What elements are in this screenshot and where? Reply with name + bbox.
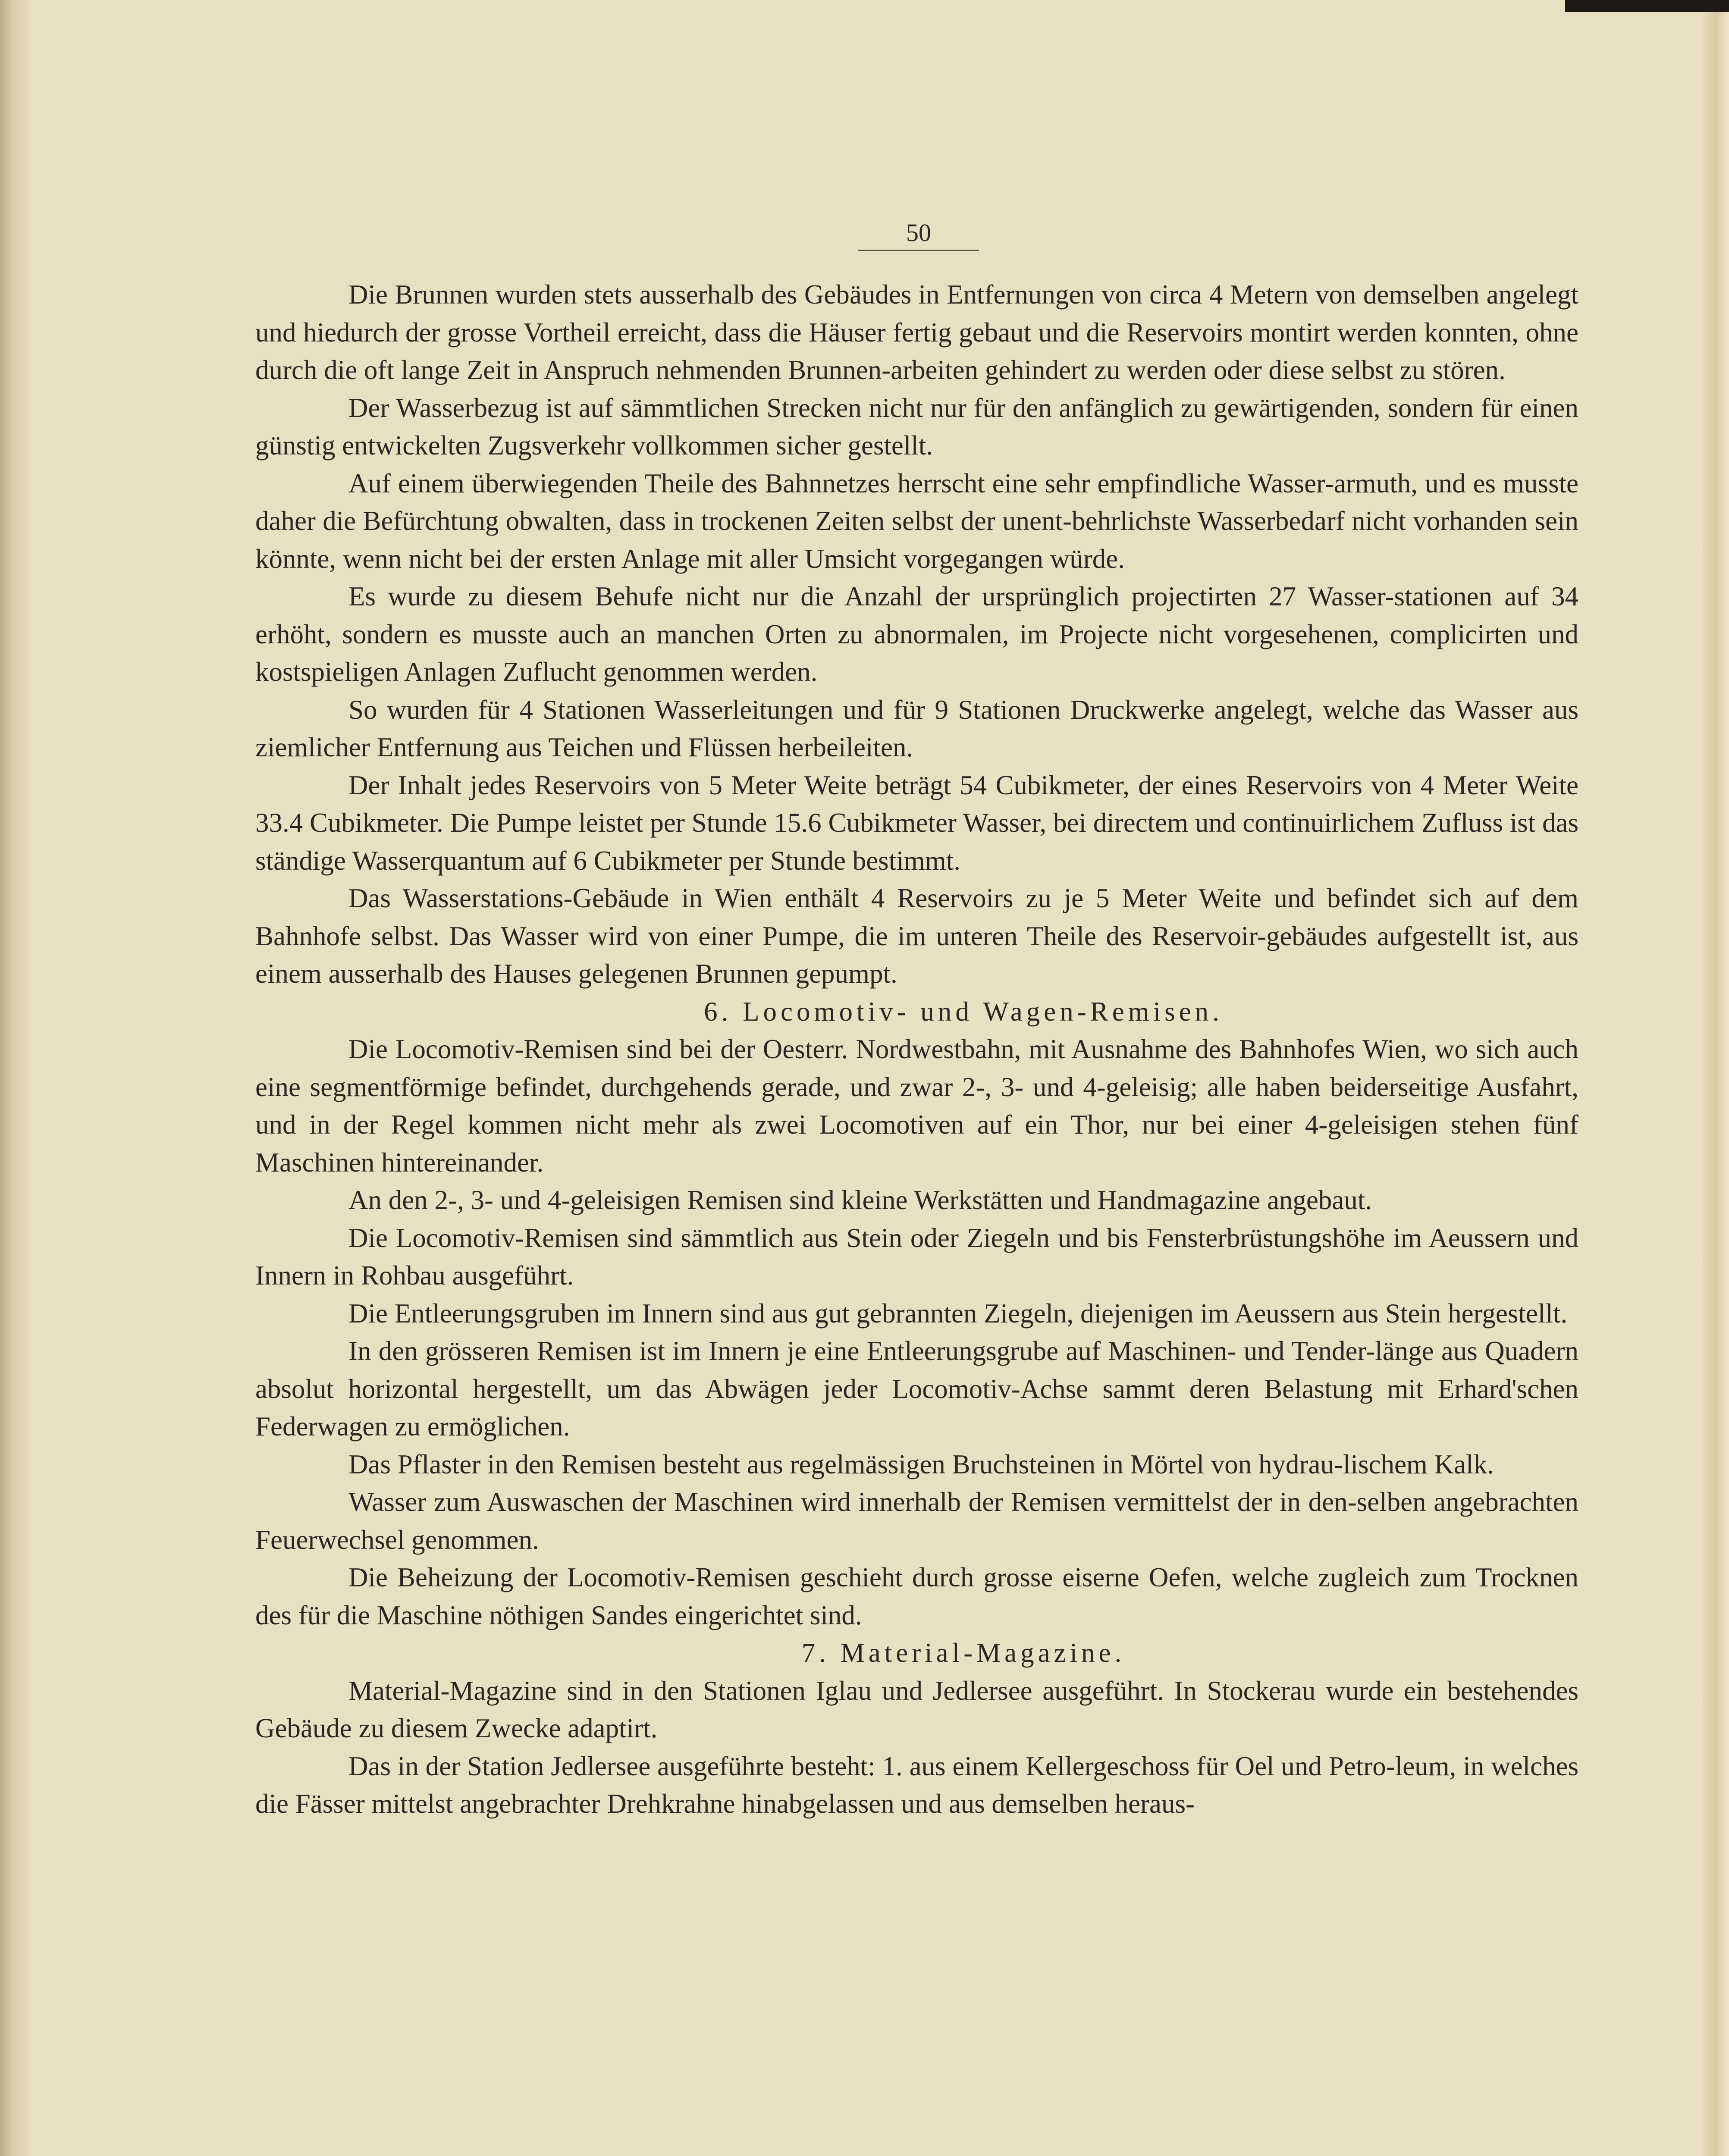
paragraph: Das Wasserstations-Gebäude in Wien enthält 4 Reservoirs zu je 5 Meter Weite und befindet sich auf dem Bahnhofe selbst. Das Wasser wird von einer Pumpe, die im unteren Theile des Reservoir-gebäudes aufgestellt ist, aus einem ausserhalb des Hauses gelegenen Brunnen gepumpt. [255, 883, 1578, 989]
paragraph: Die Beheizung der Locomotiv-Remisen geschieht durch grosse eiserne Oefen, welche zugleich zum Trocknen des für die Maschine nöthigen Sandes eingerichtet sind. [255, 1562, 1578, 1630]
paragraph: Die Locomotiv-Remisen sind sämmtlich aus Stein oder Ziegeln und bis Fensterbrüstungshöhe im Aeussern und Innern in Rohbau ausgeführt. [255, 1222, 1578, 1291]
paragraph: Das Pflaster in den Remisen besteht aus regelmässigen Bruchsteinen in Mörtel von hydrau-lischem Kalk. [348, 1449, 1494, 1479]
paragraph: Der Inhalt jedes Reservoirs von 5 Meter Weite beträgt 54 Cubikmeter, der eines Reservoirs von 4 Meter Weite 33.4 Cubikmeter. Die Pumpe leistet per Stunde 15.6 Cubikmeter Wasser, bei directem und continuirlichem Zufluss ist das ständige Wasserquantum auf 6 Cubikmeter per Stunde bestimmt. [255, 770, 1578, 876]
paragraph: Auf einem überwiegenden Theile des Bahnnetzes herrscht eine sehr empfindliche Wasser-armuth, und es musste daher die Befürchtung obwalten, dass in trockenen Zeiten selbst der unent-behrlichste Wasserbedarf nicht vorhanden sein könnte, wenn nicht bei der ersten Anlage mit aller Umsicht vorgegangen würde. [255, 468, 1578, 574]
page-edge [1703, 0, 1729, 2156]
paragraph: In den grösseren Remisen ist im Innern je eine Entleerungsgrube auf Maschinen- und Tender-länge aus Quadern absolut horizontal hergestellt, um das Abwägen jeder Locomotiv-Achse sammt deren Belastung mit Erhard'schen Federwagen zu ermöglichen. [255, 1336, 1578, 1442]
paragraph: Es wurde zu diesem Behufe nicht nur die Anzahl der ursprünglich projectirten 27 Wasser-stationen auf 34 erhöht, sondern es musste auch an manchen Orten zu abnormalen, im Projecte nicht vorgesehenen, complicirten und kostspieligen Anlagen Zuflucht genommen werden. [255, 581, 1578, 687]
section-heading-7: 7. Material-Magazine. [801, 1638, 1126, 1668]
paragraph: An den 2-, 3- und 4-geleisigen Remisen sind kleine Werkstätten und Handmagazine angebaut. [348, 1185, 1372, 1215]
paragraph: Die Locomotiv-Remisen sind bei der Oesterr. Nordwestbahn, mit Ausnahme des Bahnhofes Wien, wo sich auch eine segmentförmige befindet, durchgehends gerade, und zwar 2-, 3- und 4-geleisig; alle haben beiderseitige Ausfahrt, und in der Regel kommen nicht mehr als zwei Locomotiven auf ein Thor, nur bei einer 4-geleisigen stehen fünf Maschinen hintereinander. [255, 1034, 1578, 1178]
page-number: 50 [858, 218, 979, 251]
paragraph: Wasser zum Auswaschen der Maschinen wird innerhalb der Remisen vermittelst der in den-selben angebrachten Feuerwechsel genommen. [255, 1487, 1578, 1555]
paragraph: Die Entleerungsgruben im Innern sind aus gut gebrannten Ziegeln, diejenigen im Aeussern aus Stein hergestellt. [348, 1298, 1568, 1329]
body-text [255, 276, 1578, 1823]
binding-gutter [0, 0, 30, 2156]
paragraph: Die Brunnen wurden stets ausserhalb des Gebäudes in Entfernungen von circa 4 Metern von demselben angelegt und hiedurch der grosse Vortheil erreicht, dass die Häuser fertig gebaut und die Reservoirs montirt werden konnten, ohne durch die oft lange Zeit in Anspruch nehmenden Brunnen-arbeiten gehindert zu werden oder diese selbst zu stören. [255, 279, 1578, 385]
scan-border [1565, 0, 1729, 12]
paragraph: So wurden für 4 Stationen Wasserleitungen und für 9 Stationen Druckwerke angelegt, welche das Wasser aus ziemlicher Entfernung aus Teichen und Flüssen herbeileiten. [255, 694, 1578, 762]
section-heading-6: 6. Locomotiv- und Wagen-Remisen. [704, 996, 1223, 1027]
paragraph: Der Wasserbezug ist auf sämmtlichen Strecken nicht nur für den anfänglich zu gewärtigenden, sondern für einen günstig entwickelten Zugsverkehr vollkommen sicher gestellt. [255, 392, 1578, 461]
paragraph: Das in der Station Jedlersee ausgeführte besteht: 1. aus einem Kellergeschoss für Oel und Petro-leum, in welches die Fässer mittelst angebrachter Drehkrahne hinabgelassen und aus demselben heraus- [255, 1751, 1578, 1819]
paragraph: Material-Magazine sind in den Stationen Iglau und Jedlersee ausgeführt. In Stockerau wurde ein bestehendes Gebäude zu diesem Zwecke adaptirt. [255, 1675, 1578, 1743]
